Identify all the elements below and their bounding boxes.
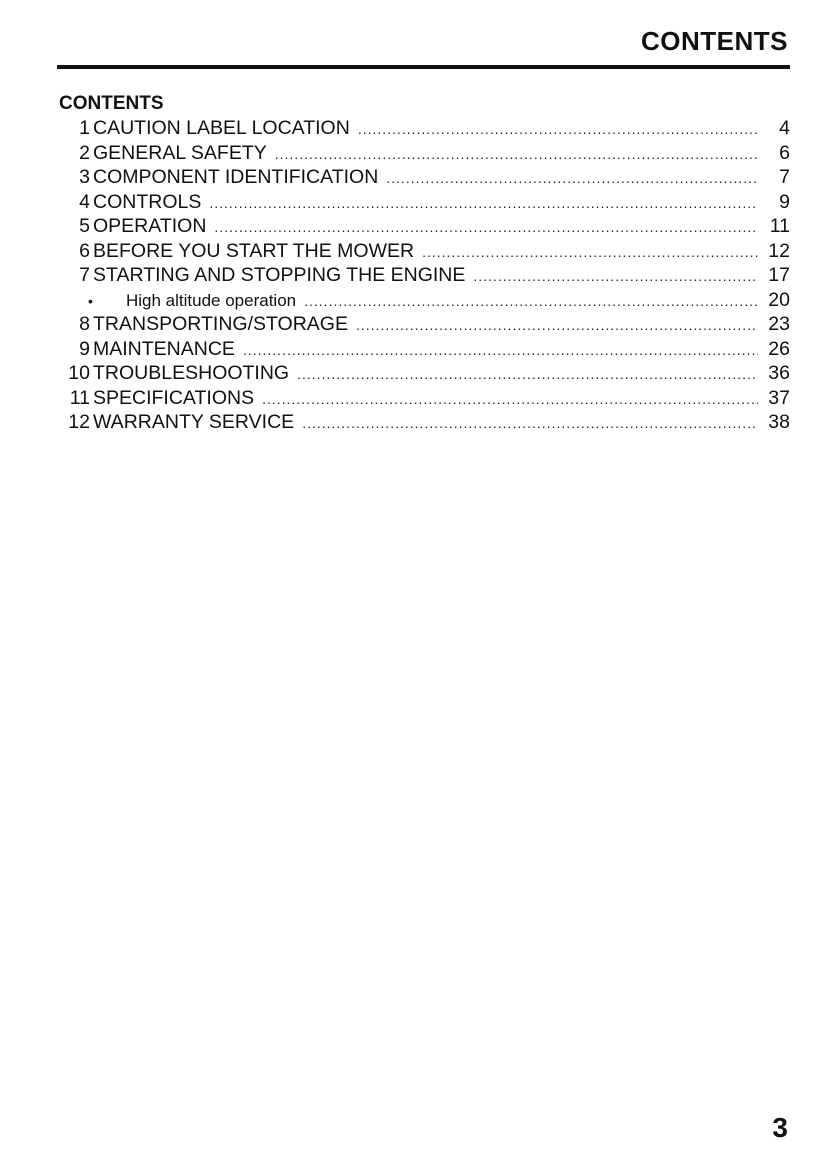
toc-entry-page: 36 [768, 362, 790, 384]
toc-entry-title: WARRANTY SERVICE [93, 411, 295, 433]
toc-entry-warranty-service[interactable] [60, 410, 790, 435]
header-rule [57, 65, 790, 69]
dot-leader [243, 338, 758, 362]
toc-entry-page: 17 [768, 264, 790, 286]
dot-leader [386, 166, 758, 190]
dot-leader [297, 362, 758, 386]
toc-entry-title: TROUBLESHOOTING [93, 362, 290, 384]
toc-entry-before-you-start[interactable] [60, 239, 790, 264]
toc-entry-number: 2 [79, 141, 90, 164]
toc-subentry-high-altitude[interactable] [60, 288, 790, 313]
toc-entry-page: 12 [768, 239, 790, 262]
toc-list [60, 116, 790, 435]
toc-entry-page: 6 [779, 141, 790, 164]
toc-entry-transporting-storage[interactable] [60, 312, 790, 337]
dot-leader [214, 215, 758, 239]
toc-entry-starting-stopping-engine[interactable] [60, 263, 790, 288]
toc-entry-operation[interactable] [60, 214, 790, 239]
toc-entry-number: 1 [79, 117, 90, 139]
toc-entry-controls[interactable] [60, 190, 790, 215]
toc-entry-number: 12 [68, 411, 90, 433]
toc-entry-title: OPERATION [93, 215, 207, 237]
toc-entry-title: COMPONENT IDENTIFICATION [93, 166, 379, 188]
toc-entry-number: 5 [79, 215, 90, 237]
toc-entry-number: 8 [79, 313, 90, 335]
toc-entry-page: 23 [768, 313, 790, 335]
toc-entry-title: CONTROLS [93, 190, 202, 213]
dot-leader [302, 411, 758, 435]
toc-entry-specifications[interactable] [60, 386, 790, 411]
toc-entry-general-safety[interactable] [60, 141, 790, 166]
dot-leader [422, 240, 758, 264]
bullet-icon: • [88, 292, 93, 309]
dot-leader [275, 142, 758, 166]
toc-entry-page: 20 [768, 288, 790, 311]
toc-entry-maintenance[interactable] [60, 337, 790, 362]
toc-entry-number: 4 [79, 190, 90, 213]
toc-entry-title: CAUTION LABEL LOCATION [93, 117, 350, 139]
toc-entry-component-identification[interactable] [60, 165, 790, 190]
toc-entry-title: STARTING AND STOPPING THE ENGINE [93, 264, 466, 286]
toc-entry-title: MAINTENANCE [93, 337, 235, 360]
toc-entry-number: 10 [68, 362, 90, 384]
toc-entry-page: 7 [779, 166, 790, 188]
toc-entry-title: TRANSPORTING/STORAGE [93, 313, 348, 335]
toc-entry-number: 7 [79, 264, 90, 286]
dot-leader [356, 313, 758, 337]
toc-entry-page: 38 [768, 411, 790, 433]
toc-entry-page: 4 [779, 117, 790, 139]
toc-entry-number: 9 [79, 337, 90, 360]
page-number: 3 [772, 1112, 788, 1143]
toc-entry-title: GENERAL SAFETY [93, 141, 267, 164]
toc-entry-number: 3 [79, 166, 90, 188]
dot-leader [262, 387, 758, 411]
toc-entry-page: 9 [779, 190, 790, 213]
toc-entry-title: SPECIFICATIONS [93, 386, 255, 409]
toc-entry-page: 11 [769, 215, 790, 237]
toc-entry-troubleshooting[interactable] [60, 361, 790, 386]
dot-leader [358, 117, 758, 141]
header-title: CONTENTS [641, 26, 788, 56]
toc-entry-page: 26 [768, 337, 790, 360]
dot-leader [209, 191, 758, 215]
dot-leader [473, 264, 758, 288]
toc-entry-number: 11 [69, 386, 90, 409]
toc-entry-page: 37 [768, 386, 790, 409]
toc-heading: CONTENTS [59, 93, 164, 114]
toc-entry-caution-label-location[interactable] [60, 116, 790, 141]
toc-entry-number: 6 [79, 239, 90, 262]
dot-leader [304, 289, 758, 313]
toc-entry-title: BEFORE YOU START THE MOWER [93, 239, 415, 262]
toc-entry-title: High altitude operation [126, 290, 297, 310]
